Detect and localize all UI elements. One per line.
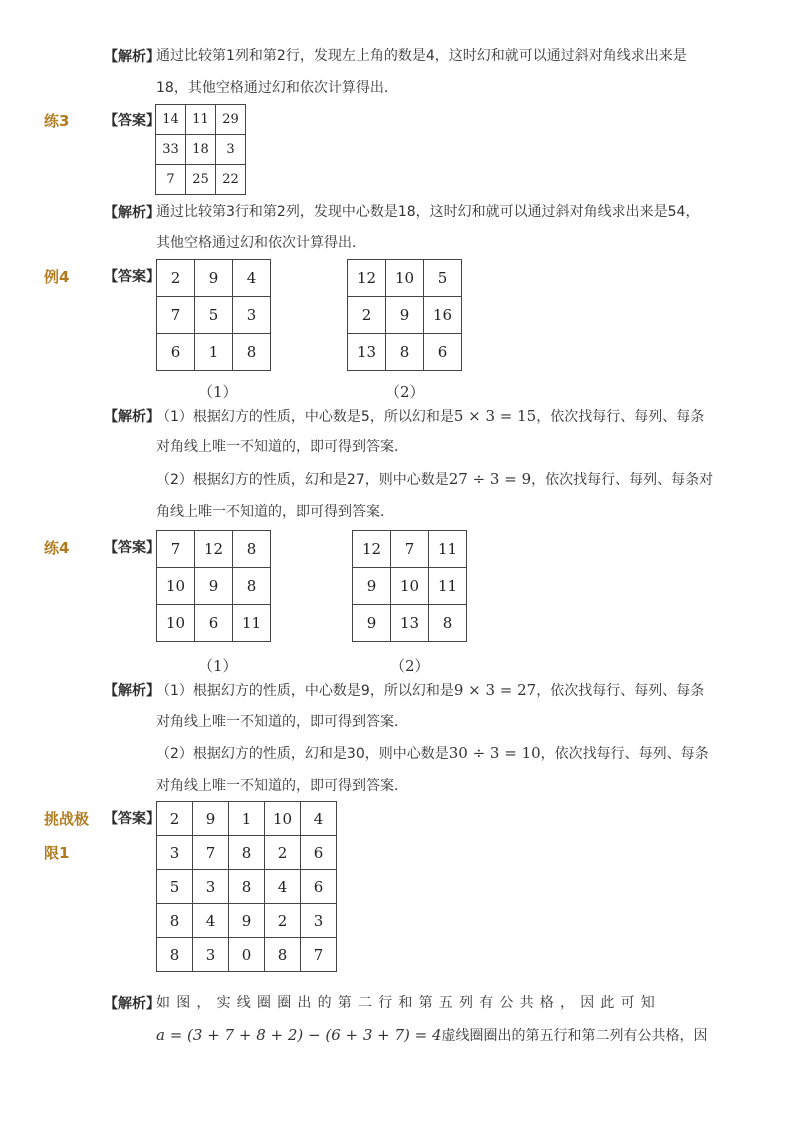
grid-cell: 9 [195, 260, 233, 297]
analysis-text-line [156, 406, 704, 427]
grid-cell: 6 [301, 870, 337, 904]
answer-label: 【答案】 [104, 113, 160, 129]
grid-cell: 2 [265, 836, 301, 870]
grid-cell: 11 [233, 605, 271, 642]
grid-cell: 4 [233, 260, 271, 297]
analysis-text-line: 18，其他空格通过幻和依次计算得出． [156, 80, 398, 96]
grid-cell: 2 [348, 297, 386, 334]
grid-cell: 8 [265, 938, 301, 972]
grid-cell: 14 [156, 105, 186, 135]
grid-cell: 12 [348, 260, 386, 297]
text-segment: ，依次找每行、每列、每条 [540, 746, 709, 762]
math-expression: 5 × 3 = 15 [453, 407, 537, 425]
grid-caption: （1） [198, 657, 238, 675]
text-segment: ，依次找每行、每列、每条对 [531, 472, 714, 488]
analysis-text-line [156, 469, 713, 490]
text-segment: （1）根据幻方的性质，中心数是9，所以幻和是 [156, 683, 454, 699]
math-expression: 9 × 3 = 27 [453, 681, 537, 699]
grid-cell: 8 [429, 605, 467, 642]
grid-cell: 18 [186, 135, 216, 165]
grid-cell: 8 [386, 334, 424, 371]
analysis-text-line [156, 1025, 708, 1046]
grid-cell: 9 [386, 297, 424, 334]
analysis-text-line [156, 680, 704, 701]
grid-cell: 8 [229, 870, 265, 904]
grid-cell: 4 [193, 904, 229, 938]
grid-cell: 8 [233, 531, 271, 568]
math-expression: a = (3 + 7 + 8 + 2) − (6 + 3 + 7) = 4 [156, 1026, 442, 1044]
grid-cell: 3 [157, 836, 193, 870]
section-label-tiaozhan: 挑战极 [44, 810, 90, 828]
analysis-text-line: 其他空格通过幻和依次计算得出． [156, 235, 366, 251]
grid-cell: 2 [157, 802, 193, 836]
answer-label: 【答案】 [104, 811, 160, 827]
text-segment: 虚线圈圈出的第五行和第二列有公共格，因 [441, 1028, 708, 1044]
grid-cell: 8 [233, 568, 271, 605]
grid-cell: 16 [424, 297, 462, 334]
text-segment: （1）根据幻方的性质，中心数是5，所以幻和是 [156, 409, 454, 425]
math-expression: 30 ÷ 3 = 10 [448, 744, 541, 762]
text-segment: （2）根据幻方的性质，幻和是30，则中心数是 [156, 746, 449, 762]
grid-cell: 6 [157, 334, 195, 371]
grid-cell: 9 [353, 605, 391, 642]
grid-cell: 7 [193, 836, 229, 870]
grid-cell: 2 [157, 260, 195, 297]
answer-label: 【答案】 [104, 540, 160, 556]
section-label-tiaozhan-cont: 限1 [44, 844, 70, 862]
grid-cell: 10 [157, 605, 195, 642]
grid-cell: 10 [157, 568, 195, 605]
text-segment: ，依次找每行、每列、每条 [536, 683, 705, 699]
answer-grid-li4-1 [156, 259, 271, 371]
grid-cell: 3 [301, 904, 337, 938]
analysis-label: 【解析】 [104, 409, 160, 425]
grid-cell: 7 [391, 531, 429, 568]
grid-cell: 7 [156, 165, 186, 195]
grid-cell: 13 [348, 334, 386, 371]
grid-cell: 29 [216, 105, 246, 135]
analysis-label: 【解析】 [104, 205, 160, 221]
grid-cell: 6 [195, 605, 233, 642]
grid-cell: 3 [193, 870, 229, 904]
analysis-text-line: 对角线上唯一不知道的，即可得到答案． [156, 778, 408, 794]
analysis-text-line: 对角线上唯一不知道的，即可得到答案． [156, 714, 408, 730]
grid-cell: 13 [391, 605, 429, 642]
section-label-li4: 例4 [44, 268, 70, 286]
grid-cell: 8 [229, 836, 265, 870]
grid-cell: 7 [157, 297, 195, 334]
math-expression: 27 ÷ 3 = 9 [448, 470, 532, 488]
text-segment: ，依次找每行、每列、每条 [536, 409, 705, 425]
grid-cell: 10 [265, 802, 301, 836]
grid-cell: 33 [156, 135, 186, 165]
analysis-text-line: 如图，实线圈圈出的第二行和第五列有公共格，因此可知 [156, 995, 661, 1011]
grid-cell: 5 [195, 297, 233, 334]
grid-cell: 5 [157, 870, 193, 904]
grid-cell: 10 [386, 260, 424, 297]
grid-cell: 12 [353, 531, 391, 568]
analysis-text-line: 角线上唯一不知道的，即可得到答案． [156, 504, 394, 520]
grid-cell: 9 [195, 568, 233, 605]
section-label-lian3: 练3 [44, 112, 70, 130]
analysis-label: 【解析】 [104, 683, 160, 699]
grid-cell: 11 [429, 568, 467, 605]
grid-cell: 7 [301, 938, 337, 972]
answer-label: 【答案】 [104, 269, 160, 285]
grid-cell: 3 [193, 938, 229, 972]
grid-cell: 7 [157, 531, 195, 568]
section-label-lian4: 练4 [44, 539, 70, 557]
answer-grid-lian3 [155, 104, 246, 195]
answer-grid-lian4-1 [156, 530, 271, 642]
grid-cell: 3 [216, 135, 246, 165]
analysis-label: 【解析】 [104, 996, 160, 1012]
grid-cell: 1 [195, 334, 233, 371]
grid-cell: 9 [229, 904, 265, 938]
grid-cell: 6 [301, 836, 337, 870]
grid-caption: （2） [385, 383, 425, 401]
grid-cell: 5 [424, 260, 462, 297]
answer-grid-li4-2 [347, 259, 462, 371]
text-segment: （2）根据幻方的性质，幻和是27，则中心数是 [156, 472, 449, 488]
analysis-label: 【解析】 [104, 49, 160, 65]
grid-cell: 22 [216, 165, 246, 195]
grid-cell: 11 [186, 105, 216, 135]
grid-cell: 4 [265, 870, 301, 904]
grid-cell: 10 [391, 568, 429, 605]
answer-grid-lian4-2 [352, 530, 467, 642]
grid-caption: （2） [390, 657, 430, 675]
grid-cell: 25 [186, 165, 216, 195]
answer-grid-tiaozhan [156, 801, 337, 972]
analysis-text-line: 对角线上唯一不知道的，即可得到答案． [156, 439, 408, 455]
grid-cell: 2 [265, 904, 301, 938]
grid-cell: 8 [157, 904, 193, 938]
grid-cell: 9 [193, 802, 229, 836]
analysis-text-line [156, 743, 709, 764]
grid-cell: 1 [229, 802, 265, 836]
grid-cell: 4 [301, 802, 337, 836]
grid-cell: 9 [353, 568, 391, 605]
grid-cell: 12 [195, 531, 233, 568]
grid-cell: 11 [429, 531, 467, 568]
analysis-text-line: 通过比较第1列和第2行，发现左上角的数是4，这时幻和就可以通过斜对角线求出来是 [156, 48, 687, 64]
grid-cell: 0 [229, 938, 265, 972]
grid-cell: 8 [233, 334, 271, 371]
grid-cell: 8 [157, 938, 193, 972]
analysis-text-line: 通过比较第3行和第2列，发现中心数是18，这时幻和就可以通过斜对角线求出来是54， [156, 204, 700, 220]
grid-cell: 3 [233, 297, 271, 334]
grid-cell: 6 [424, 334, 462, 371]
grid-caption: （1） [198, 383, 238, 401]
